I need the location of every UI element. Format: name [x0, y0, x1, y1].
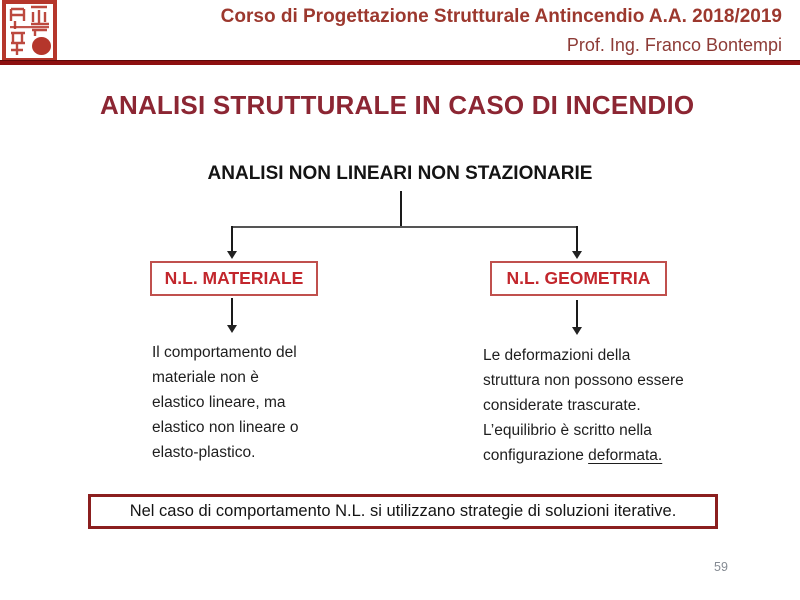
left-branch-line	[231, 226, 233, 252]
diagram-root-label: ANALISI NON LINEARI NON STAZIONARIE	[207, 163, 593, 184]
description-line: Le deformazioni della	[483, 347, 631, 364]
right-branch-arrowhead-icon	[572, 251, 582, 259]
left-branch-arrowhead-icon	[227, 251, 237, 259]
left-description-line	[231, 298, 233, 326]
left-description-arrowhead-icon	[227, 325, 237, 333]
right-branch-line	[576, 226, 578, 252]
geometria-description	[483, 343, 684, 468]
description-line: elastico non lineare o	[152, 419, 299, 436]
branch-horizontal-line	[231, 226, 578, 228]
box-nl-geometria: N.L. GEOMETRIA	[490, 261, 667, 296]
description-line: materiale non è	[152, 369, 259, 386]
page-number: 59	[714, 560, 728, 574]
header-professor: Prof. Ing. Franco Bontempi	[566, 35, 782, 55]
box-nl-materiale: N.L. MATERIALE	[150, 261, 318, 296]
slide-title: ANALISI STRUTTURALE IN CASO DI INCENDIO	[100, 90, 695, 120]
description-line: struttura non possono essere	[483, 372, 684, 389]
seal-stamp-icon	[2, 0, 57, 62]
footer-note-box: Nel caso di comportamento N.L. si utilizzano strategie di soluzioni iterative.	[88, 494, 718, 529]
materiale-description	[152, 340, 299, 465]
header-course-title: Corso di Progettazione Strutturale Antincendio A.A. 2018/2019	[220, 6, 782, 27]
description-line: elastico lineare, ma	[152, 394, 286, 411]
description-line-prefix: configurazione	[483, 447, 589, 464]
underlined-word: deformata.	[588, 447, 663, 464]
right-description-line	[576, 300, 578, 328]
description-line: L’equilibrio è scritto nella	[483, 422, 652, 439]
description-line	[483, 443, 684, 468]
right-description-arrowhead-icon	[572, 327, 582, 335]
description-line: elasto-plastico.	[152, 444, 256, 461]
root-stem-line	[400, 191, 402, 226]
description-line: Il comportamento del	[152, 344, 297, 361]
description-line: considerate trascurate.	[483, 397, 641, 414]
header-divider	[0, 60, 800, 65]
